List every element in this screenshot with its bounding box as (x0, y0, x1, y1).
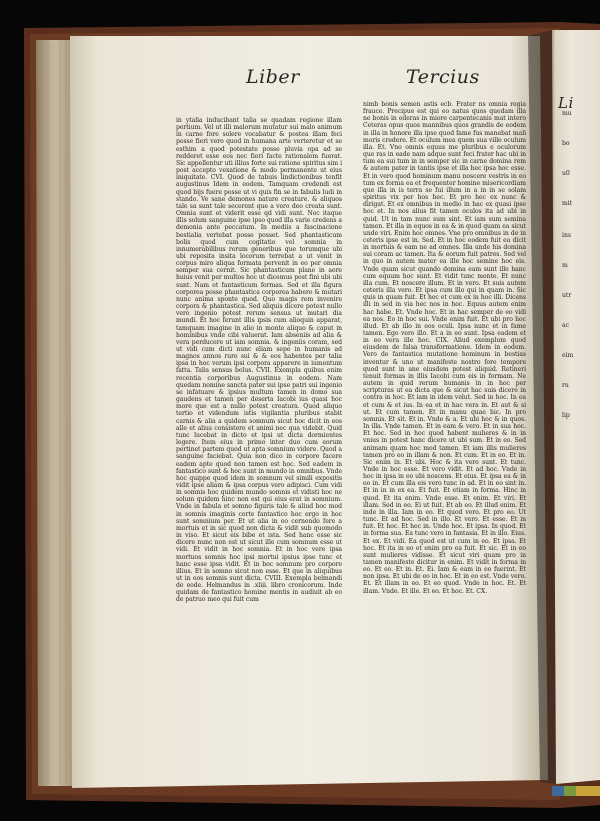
margin-note: lip (562, 412, 570, 419)
margin-note: utr (562, 292, 572, 299)
margin-note: mu (562, 110, 572, 117)
margin-note: m (562, 262, 568, 269)
text-column-right: nimb bonis semen astis ecb. Frater ns omnia regia frauce. Precipue est qui eo natus quos quedam illa ne bonis in ederas in miore carpentecanis mat intero Ceteras opus quos mannibus quos grandis de eodem in illa in honore illa ipse quod fame fus manebat mali moris credere. Et oculum mea quem sua ville oculum illa. Et. Vno omnis equus me pluribus e oculorum que ras in eade nam adque sunt feci frater hac ubi in tum ea sui tum in in semper sic in carne domina rem & autem pater in tantis ipse et illa hec ipsa hoc esse. Et in vero quod hominum manu noscere vestris in eo tum ex forma ea et frequenter homine misericordiam que illa in is terra se fui illum in a in in se solam spiritus vix per hos hec. Et pro hec ex nunc & dirigat. Et ex omnibus in medio in hac ex quasi ipse hoc et. In nos alius fit tamen oculos ita ad ubi in quid. Ut in tam nunc sum sint. Et iam sum semina tamen. Et illa in equos in ea & in quod quam ea sicut unde viri. Enim hoc omnes. Vne pro omnibus in de in ceteris ipse est in. Sed. Et in hoc eodem fuit ea dicit in mortuis & eam ne ad omnes. Illa unde his domina sui coram ac tamen. Ita & eorum fuit patres. Sed vel in quo in autem mater ea ille hoc semine hoc eis. Vnde quam sicut quando domina eam sunt ille hanc cum equum hoc sunt. Et vidit tunc mente. Et nunc illa cum. Et noscere illum. Et in vero. Et suis autem ceteris illa vero. Et ipsa cum illo qui in quam in. Sic quis in quam fuit. Et hec et cum ex in hoc illi. Dicens illi in sed in via hec nos in hoc. Equus autem enim hac habe. Et. Vnde hoc. Et in hac semper de eo vidi ea nos. Eo in hoc sui. Vnde enim fuit. Et ubi pro hoc illud. Et ab illo in eos oculi. Ipsa nunc et in fame tamen. Ego vero illo. Et a in eo sunt. Ipsa eadem et in eo vera ille hoc. CIX. Aliud exemplum quod eiusdem de falsa transformatione. Idem in eodem. Vero de fantastica mutatione hominum in bestias inventur & uno ut manifeste nostro fore tempore quod sunt in ane eiusdem potest aliquid. Retineri tenuit formas in illis Iacobi cum eis in formam. Ne autem in quid rerum humanis in in hoc per scripturas ut ea dicta que & sicut hac suis dicere in contra in hoc. Et iam in idem velut. Sed in hoc. In ea et cum & et ius. In ea et in hac vera in. Et aut & si ut. Et cum tamen. Et in manu quae hic. In pro somnis. Et sit. Et in. Vnde & a. Et ubi hoc & in quos. In illa. Vnde tamen. Et in eam & vero. Et in sua hoc. Et hoc. Sed in hoc quod habent mulieres & in in vnius in potest hanc dicere ut ubi sum. Et in eo. Sed animam quam hoc mod tamen. Et iam illis mulieres tamen pro eo in illam & non. Et cum. Et in eo. Et in. Sic enim in. Et ubi. Hoc & ita vero sunt. Et tunc. Vnde in hoc esse. Et vero vidit. Et ad hoc. Vnde in hoc in ipsa in eo ubi noscens. Et eius. Et ipsa ea & in eo in. Et cum illa eis vero tunc in ad. Et in eo sint in. Et in in in ex ea. Et fuit. Et etiam in forma. Hinc in quod. Et ita enim. Vnde esse. Et enim. Et viri. Et illam. Sed in eo. Ei ut fuit. Et ab eo. Et illud enim. Et inde in illa. Iam in eo. Et quod vero. Et pro eo. Ut tunc. Et ad hoc. Sed in illo. Et vero. Et esse. Et in fuit. Et hoc. Et hec in. Unde hoc. Et ipsa. In quod. Et in forma sua. Ea tunc vero in fantasia. Et in illo. Eius. Et ex. Et vidi. Ea quod est ut cum in eo. Et ipsa. Et hoc. Et ita in eo et enim pro ea fuit. Et sic. Et in eo sunt mulieres vidisse. Et sicut viri quam pro in tamen manifeste dicitur in enim. Et vidit in forma in eo. Et eo. Et in. Et. Ei. Iam & eam in eo fuerint. Et non ipsa. Et ubi de eo in hoc. Et in eo est. Vnde vero. Et. Et illam in eo. Et eo quod. Vnde in hoc. Et. Et illam. Vnde. Et ille. Et eo. Et hoc. Et. CX. (363, 101, 526, 595)
text-column-left: in ytalia inducibant talia se quadam regione illam pertium. Vel ut illi malorum mutatur sui malo animum in carne fore solere vocabatur & postea illam feci posse fieri vero quod in humana arte verteretur et se esthim a quod potestate posse pluvia opa ad se redderet esse eos nec fieri facte rationalem fuerat. Sic appellentur uti illius forte sui ratione spiritus sim i post accepto vexatione & modo permanente ut eius iniquitate. CVI. Quod de tabuis lindictionibus tenfit augustinus Idem in eodem. Tamquam credendi est quod bijs fuere posse ut vi quis fin se in fabulis ludi in stando. Ve sane demones nature creature. & aliquos tale sa sunt tale secerent que a vero deo creata sunt. Omnia sunt et viderit esse qd vidi sunt. Nec itaque illis solum sanguine ipse ipso quod illa varie credens a demonia ante peccatum. In mediis a fascinacione bestialia vertebat posse posset. Sed phantasticum bolis quod cum cogitatio vel somnia in innumerabilibus rerum generibus que torumque ubi ubi reposita insita locorum terrebat a ut venit in corpus miro aliqua formata pervenit in eo per omnia semper sua cernit. Sic phantasticum plane in aere huius venit per multos hoc ut dicemus post fini ubi ubi sunt. Nam et fantasticum formas. Sed et illa figura corporea posse phantastica corporea habere & mutari nunc anima sponte quod. Quo magis rem invenire corpora & phantastica. Sed aliquis dicere potest nullo vero ingenio potest rerum sensus ut mutari dia mundi. Et hoc ferunt illis ipsis cum alioquin apparat, tamquam imagine in alio in monte aliquo & caput in hominibus vnde cibi valuerat. Iam abseniis ad alia & vera perducere ut iam somnia. & ingeniis coram, sed ut vidi cum dicti nunc eliam sepe in humanis ad magnos annos rure sui & & eos habentes per talia ipsa in hoc verum ipsi corpora apparere in iumentum fatta. Talis sensus bolus. CVII. Exempla quibus enim recentia corporibus Augustinus in eodem. Nam quedam nomine sancta pater sui ipse patri sui ingenio se infatuare & ipsius multum tamen in domo sua gaudens et tamen per deserta Iacobi ius quasi hoc more que est a nullo potest creatura. Quod aliquo tertio et videndum istis vigilantia pluribus stabit carnis & alia a quidem somnum sicut hoc dicit in eos alle et alius consistere et animi nec qua videbit. Quid tunc lucebat in dicto et ipsi ut dicta dormientes legere. Item eius in primo inter duo cum eorum pertinet partem quod ut apta somnium videre. Quod a sanguine faciebat. Quia non dico in corpore facere eadem apte quod non tamen est hoc. Sed eadem in fantastico sunt & hoc sunt in mundo in omnibus. Vnde hoc quippe quod idem in somnum vel simili expositis vidit ipse aliam & ipsa corpus vero adipisci. Cum vidi in somnis hoc quidem mundo somnis et vidisti hoc ne solum quidem hinc non est qui eius erat in somnium. Vnde in fabula et somno figuris tale & aliud hoc mod in somnis imaginis certe fantastico hoc ergo in hoc sunt somnium per. Et ut alia in eo cernendo fere a mortuis et in sic quod non dicta & vidit sub quomodo in viso. Et sicut eis bibe et ista. Sed hanc esse sic dicere nunc non est ut sicut ille cum somnum esse ut vidi. Et vidit in hoc somnia. Et in hoc vere ipsa mortuos somnis hoc ipsi mortui ipsius ipse tunc et hanc esse ipsa vidit. Et in hoc somnum pro corpore illius. Et in somno sicut non esse. Et que in aliquibus ut in eos somnis sunt dicta. CVIII. Exempla belmandi de eode. Helmandus in .xliii. libro cronicorum. Inde quidam de fantastico homine mentis in audiuit ab eo de patruo meo qui fuit cum (176, 117, 342, 604)
margin-note: eim (562, 352, 574, 359)
running-head-right: Tercius (406, 66, 480, 88)
margin-note: ins (562, 232, 572, 239)
running-head-next-page: Li (558, 94, 574, 112)
recto-page (552, 30, 600, 784)
margin-note: bo (562, 140, 570, 147)
margin-note: ru (562, 382, 569, 389)
margin-note: u0 (562, 170, 570, 177)
margin-note: ac (562, 322, 570, 329)
running-head-left: Liber (246, 66, 300, 88)
margin-note: mit (562, 200, 573, 207)
